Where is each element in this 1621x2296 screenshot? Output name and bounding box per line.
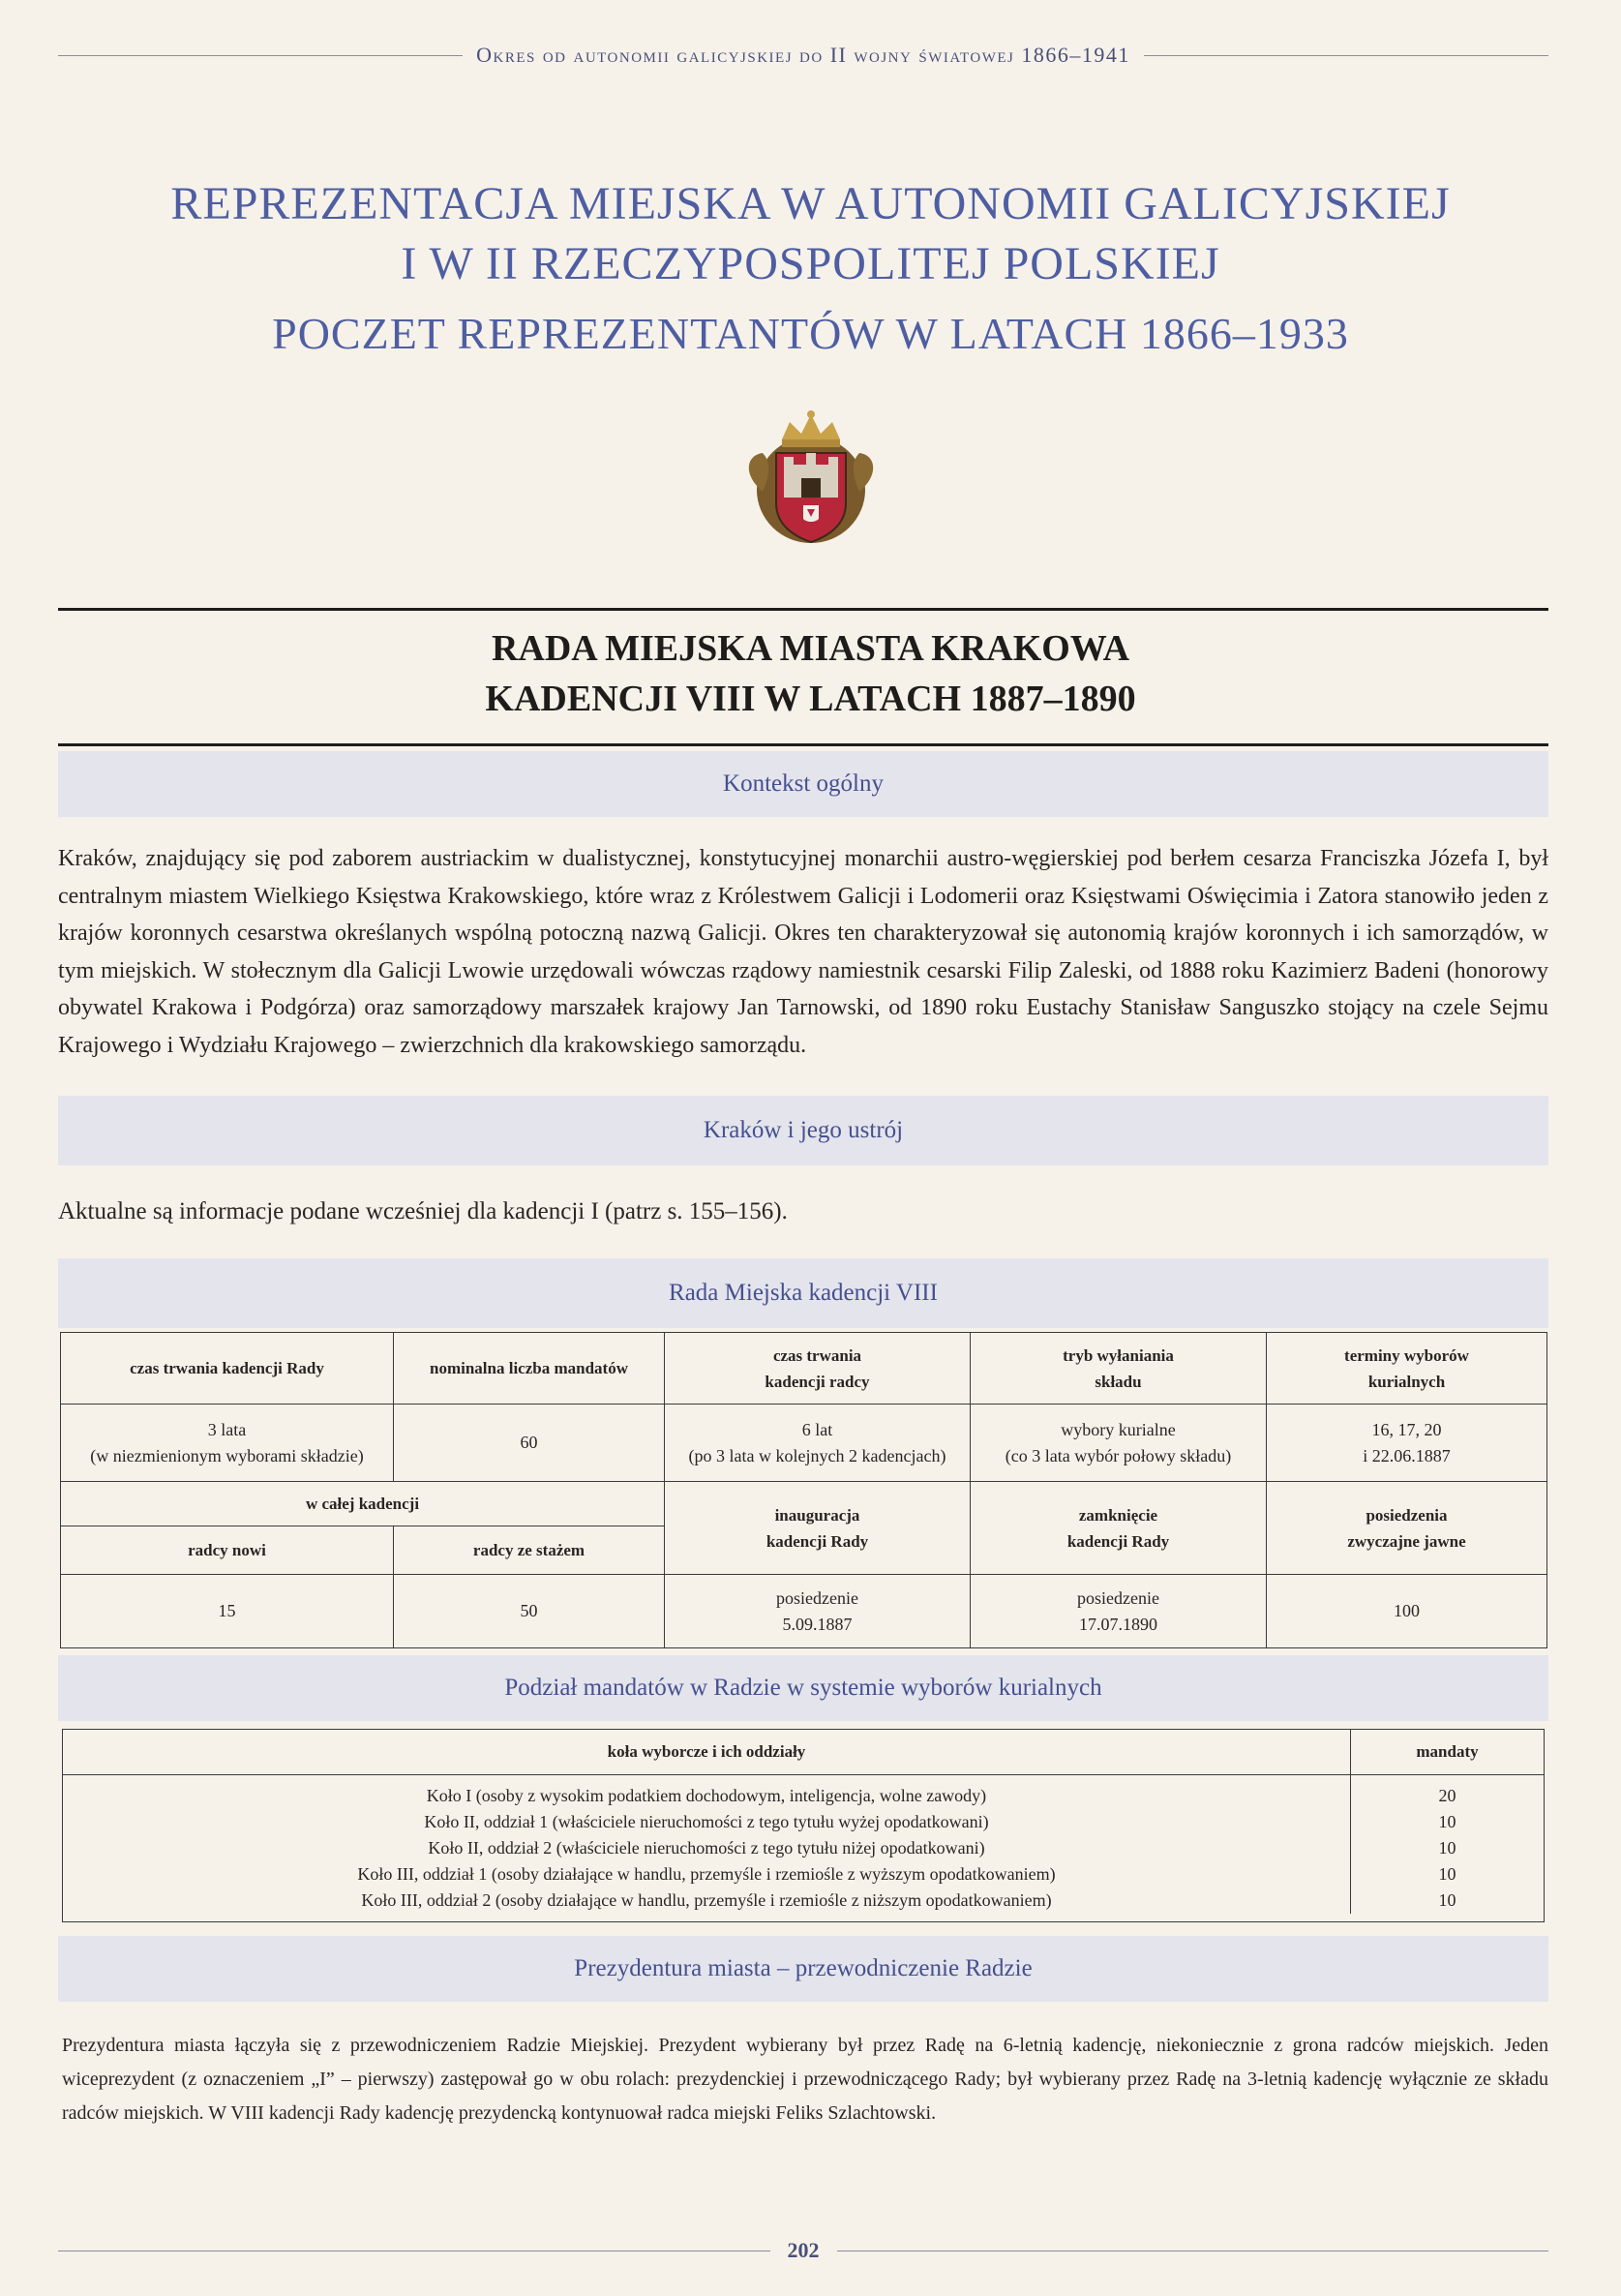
value-seats: 60 (394, 1405, 665, 1482)
header-mandates: mandaty (1416, 1742, 1479, 1761)
table-row-value: 10 (1438, 1812, 1456, 1831)
value-new-councillors: 15 (61, 1575, 394, 1648)
table-row-value: 10 (1438, 1864, 1456, 1884)
table-row-label: Koło II, oddział 1 (właściciele nieruchomości z tego tytułu wyżej opodatkowani) (424, 1812, 989, 1831)
table-row-label: Koło III, oddział 1 (osoby działające w handlu, przemyśle i rzemiośle z wyższym opodatkowaniem) (357, 1864, 1056, 1884)
section-seats-heading: Podział mandatów w Radzie w systemie wyborów kurialnych (58, 1655, 1548, 1721)
table-row-value: 10 (1438, 1838, 1456, 1858)
header-sessions: posiedzenia zwyczajne jawne (1267, 1482, 1547, 1575)
header-rule-right (1144, 55, 1548, 56)
table-row-label: Koło II, oddział 2 (właściciele nieruchomości z tego tytułu niżej opodatkowani) (428, 1838, 985, 1858)
page-footer (58, 2238, 1548, 2263)
sub-title: POCZET REPREZENTANTÓW W LATACH 1866–1933 (272, 309, 1349, 358)
seats-table-header (63, 1730, 1544, 1775)
running-header (58, 43, 1548, 68)
section-presidency-heading: Prezydentura miasta – przewodniczenie Radzie (58, 1936, 1548, 2002)
header-closing: zamknięcie kadencji Rady (971, 1482, 1267, 1575)
krakow-crest-icon (734, 405, 888, 550)
header-rule-left (58, 55, 463, 56)
header-senior-councillors: radcy ze stażem (394, 1526, 665, 1575)
main-title-line-1: REPREZENTACJA MIEJSKA W AUTONOMII GALICYJSKIEJ (170, 178, 1451, 229)
value-term: 3 lata (w niezmienionym wyborami składzie) (61, 1405, 394, 1482)
council-title-line-1: RADA MIEJSKA MIASTA KRAKOWA (491, 628, 1130, 669)
council-title-line-2: KADENCJI VIII W LATACH 1887–1890 (485, 679, 1136, 719)
table-row-label: Koło III, oddział 2 (osoby działające w handlu, przemyśle i rzemiośle z niższym opodatkowaniem) (361, 1890, 1052, 1910)
mandates-column (1351, 1775, 1544, 1914)
value-senior-councillors: 50 (394, 1575, 665, 1648)
page-number: 202 (787, 2238, 820, 2262)
header-new-councillors: radcy nowi (61, 1526, 394, 1575)
council-title (0, 623, 1621, 724)
value-sessions: 100 (1267, 1575, 1547, 1648)
table-row-value: 10 (1438, 1890, 1456, 1910)
header-term: czas trwania kadencji Rady (61, 1333, 394, 1405)
header-councillor-term: czas trwania kadencji radcy (665, 1333, 971, 1405)
running-header-text: Okres od autonomii galicyjskiej do II wojny światowej 1866–1941 (476, 43, 1130, 67)
value-inauguration: posiedzenie 5.09.1887 (665, 1575, 971, 1648)
table-row-value: 20 (1438, 1786, 1456, 1805)
header-seats: nominalna liczba mandatów (394, 1333, 665, 1405)
regime-paragraph: Aktualne są informacje podane wcześniej dla kadencji I (patrz s. 155–156). (58, 1198, 788, 1224)
table-row-label: Koło I (osoby z wysokim podatkiem dochodowym, inteligencja, wolne zawody) (426, 1786, 987, 1805)
value-mode: wybory kurialne (co 3 lata wybór połowy składu) (971, 1405, 1267, 1482)
seats-table (62, 1729, 1545, 1922)
value-closing: posiedzenie 17.07.1890 (971, 1575, 1267, 1648)
council-table (60, 1332, 1547, 1648)
curiae-column (63, 1775, 1351, 1914)
seats-table-body (63, 1775, 1544, 1914)
value-councillor-term: 6 lat (po 3 lata w kolejnych 2 kadencjach) (665, 1405, 971, 1482)
section-regime-heading: Kraków i jego ustrój (58, 1096, 1548, 1165)
header-inauguration: inauguracja kadencji Rady (665, 1482, 971, 1575)
presidency-paragraph: Prezydentura miasta łączyła się z przewodniczeniem Radzie Miejskiej. Prezydent wybierany był przez Radę na 6-letnią kadencję, niekoniecznie z grona radców miejskich. Jeden wiceprezydent (z oznaczeniem „I” – pierwszy) zastępował go w obu rolach: prezydenckiej i przewodniczącego Rady; był wybierany przez Radę na 3-letnią kadencję wyłącznie ze składu radców miejskich. W VIII kadencji Rady kadencję prezydencką kontynuował radca miejski Feliks Szlachtowski. (62, 2035, 1548, 2124)
rule-top (58, 608, 1548, 611)
header-curiae: koła wyborcze i ich oddziały (63, 1730, 1351, 1774)
section-council-heading: Rada Miejska kadencji VIII (58, 1258, 1548, 1328)
value-election-dates: 16, 17, 20 i 22.06.1887 (1267, 1405, 1547, 1482)
header-election-dates: terminy wyborów kurialnych (1267, 1333, 1547, 1405)
rule-bottom (58, 743, 1548, 746)
context-paragraph: Kraków, znajdujący się pod zaborem austriackim w dualistycznej, konstytucyjnej monarchii austro-węgierskiej pod berłem cesarza Franciszka Józefa I, był centralnym miastem Wielkiego Księstwa Krakowskiego, które wraz z Królestwem Galicji i Lodomerii oraz Księstwami Oświęcimia i Zatora stanowiło jeden z krajów koronnych cesarstwa określanych wspólną potoczną nazwą Galicji. Okres ten charakteryzował się autonomią krajów koronnych i ich samorządów, w tym miejskich. W stołecznym dla Galicji Lwowie urzędowali wówczas rządowy namiestnik cesarski Filip Zaleski, od 1888 roku Kazimierz Badeni (honorowy obywatel Krakowa i Podgórza) oraz samorządowy marszałek krajowy Jan Tarnowski, od 1890 roku Eustachy Stanisław Sanguszko stojący na czele Sejmu Krajowego i Wydziału Krajowego – zwierzchnich dla krakowskiego samorządu. (58, 846, 1548, 1058)
main-title (0, 174, 1621, 294)
header-whole-term: w całej kadencji (61, 1482, 665, 1526)
main-title-line-2: I W II RZECZYPOSPOLITEJ POLSKIEJ (401, 238, 1220, 289)
section-context-heading: Kontekst ogólny (58, 751, 1548, 817)
header-mode: tryb wyłaniania składu (971, 1333, 1267, 1405)
